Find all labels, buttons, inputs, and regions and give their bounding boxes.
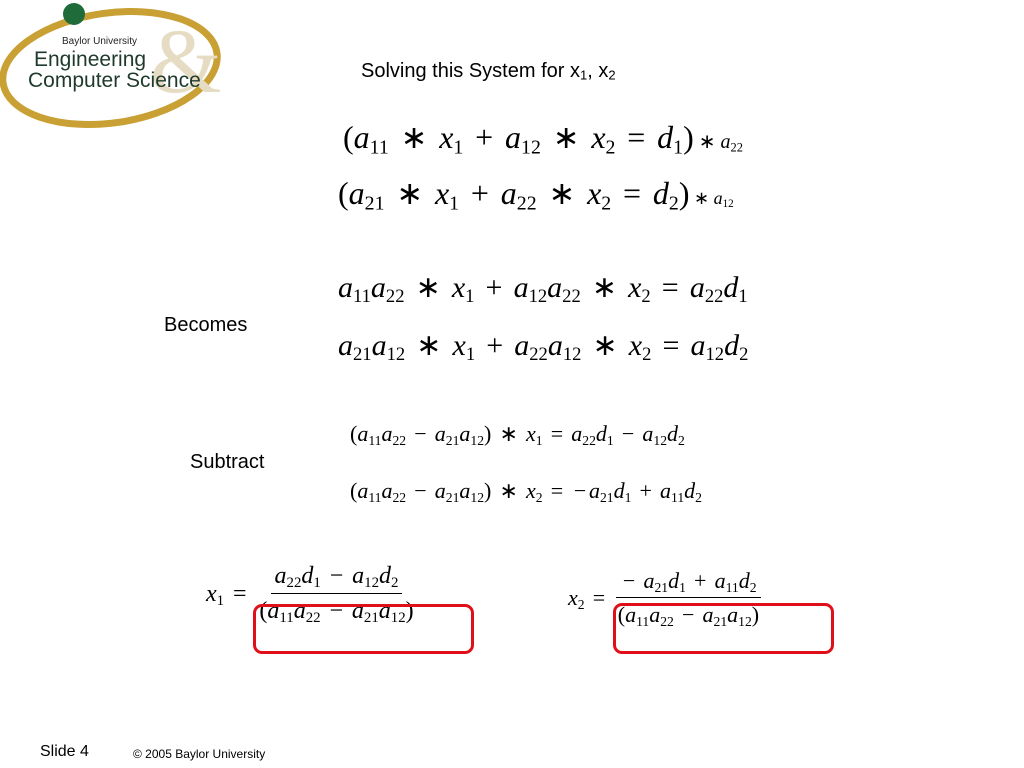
title-text: Solving this System for x xyxy=(361,60,580,82)
logo-line1: Engineering xyxy=(34,48,147,71)
equation-becomes-1: $a_{11}a_{22}$ ∗ $x_1 + a_{12}a_{22}$ ∗ $x_2 = a_{22}d_1$ xyxy=(338,271,748,308)
logo-dot-icon xyxy=(63,3,85,25)
logo-university: Baylor University xyxy=(62,36,138,47)
highlight-box-x1-denominator xyxy=(253,604,474,654)
footer-copyright: © 2005 Baylor University xyxy=(133,747,266,761)
equation-subtract-2: $(a_{11}a_{22} - a_{21}a_{12})$ ∗ $x_2$ = − $a_{21}d_1 + a_{11}d_2$ xyxy=(350,478,702,505)
slide-title xyxy=(361,60,616,83)
title-sep: , x xyxy=(587,60,609,82)
equation-subtract-1: $(a_{11}a_{22} - a_{21}a_{12})$ ∗ $x_1 = a_{22}d_1 - a_{12}d_2$ xyxy=(350,421,685,448)
title-sub-2: 2 xyxy=(608,67,616,83)
footer-slide-number: Slide 4 xyxy=(40,743,89,760)
title-sub-1: 1 xyxy=(579,67,588,83)
highlight-box-x2-denominator xyxy=(613,603,834,654)
equation-x2-solution: $x_2$ = $\frac{- a_{21}d_1 + a_{11}d_2}{(a_{11}a_{22} - a_{21}a_{12})}$ xyxy=(568,568,760,629)
logo-line2: Computer Science xyxy=(28,69,201,92)
equation-becomes-2: $a_{21}a_{12}$ ∗ $x_1 + a_{22}a_{12}$ ∗ $x_2 = a_{12}d_2$ xyxy=(338,329,749,366)
equation-x1-solution: $x_1$ = $\frac{a_{22}d_1 - a_{12}d_2}{(a_{11}a_{22} - a_{21}a_{12})}$ xyxy=(206,563,414,627)
logo-ampersand: & xyxy=(150,10,222,112)
baylor-ecs-logo xyxy=(0,0,240,130)
label-becomes: Becomes xyxy=(164,314,248,336)
equation-system-1: ($a_{11}$ ∗ $x_1 + a_{12}$ ∗ $x_2 = d_1$) ∗ $a_{22}$ xyxy=(343,119,743,159)
label-subtract: Subtract xyxy=(190,451,265,473)
equation-system-2: ($a_{21}$ ∗ $x_1 + a_{22}$ ∗ $x_2 = d_2$) ∗ $a_{12}$ xyxy=(338,175,734,215)
